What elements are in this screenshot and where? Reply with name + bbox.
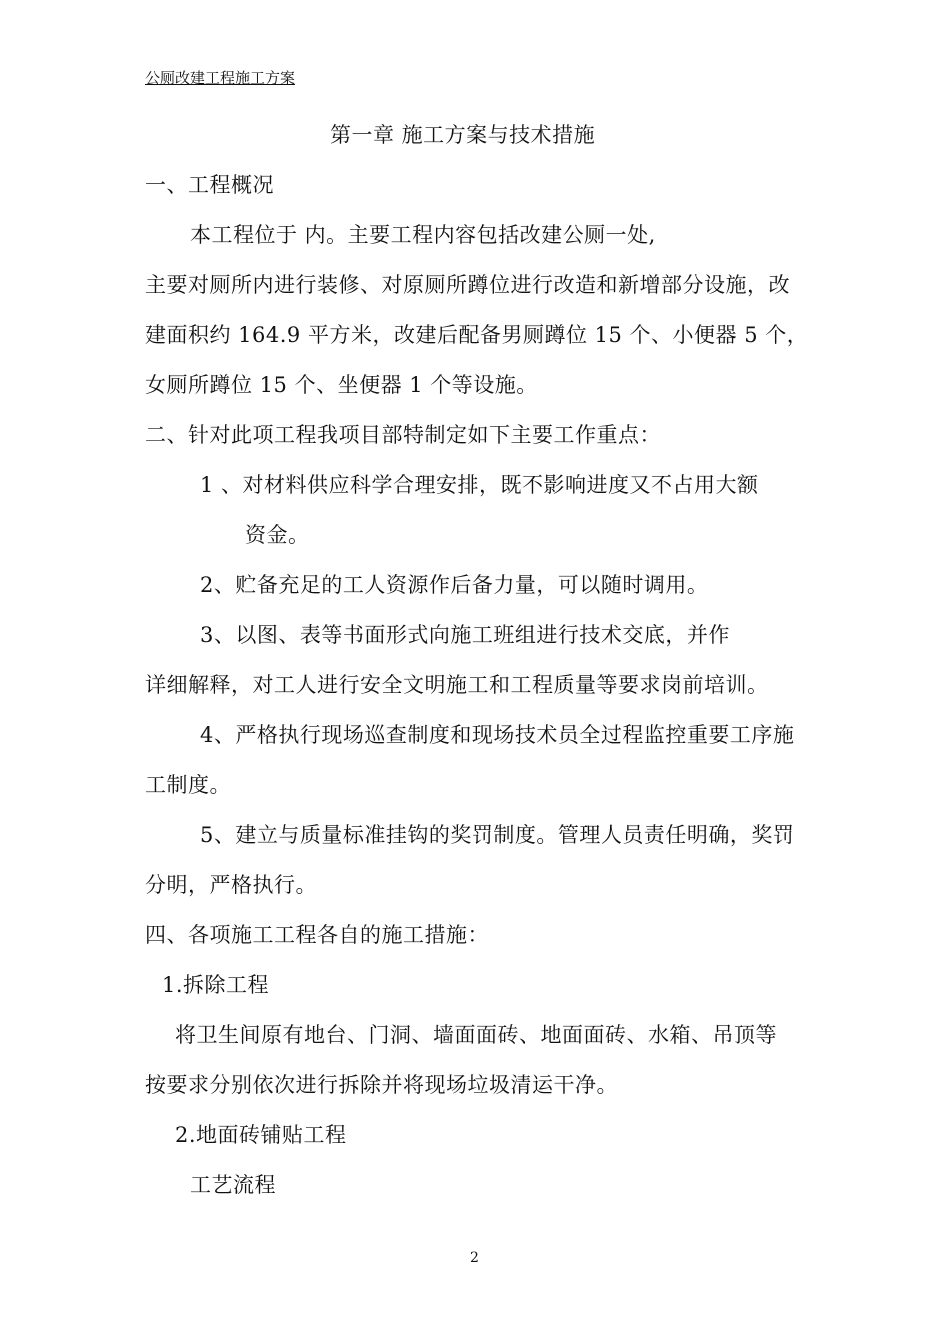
list-item-line: 分明，严格执行。 <box>145 873 317 897</box>
list-item-line: 4、严格执行现场巡查制度和现场技术员全过程监控重要工序施 <box>200 723 795 747</box>
paragraph-line: 主要对厕所内进行装修、对原厕所蹲位进行改造和新增部分设施，改 <box>145 273 790 297</box>
list-item-line: 3、以图、表等书面形式向施工班组进行技术交底，并作 <box>200 623 730 647</box>
list-item-line: 工制度。 <box>145 773 231 797</box>
process-flow-heading: 工艺流程 <box>190 1173 276 1197</box>
paragraph-line: 建面积约 164.9 平方米，改建后配备男厕蹲位 15 个、小便器 5 个， <box>145 323 809 347</box>
list-item-line: 资金。 <box>245 523 310 547</box>
subsection-heading-floor-tiling: 2.地面砖铺贴工程 <box>175 1123 347 1147</box>
list-item-line: 5、建立与质量标准挂钩的奖罚制度。管理人员责任明确，奖罚 <box>200 823 795 847</box>
list-item-line: 2、贮备充足的工人资源作后备力量，可以随时调用。 <box>200 573 709 597</box>
paragraph-line: 女厕所蹲位 15 个、坐便器 1 个等设施。 <box>145 373 538 397</box>
page-number: 2 <box>470 1250 479 1266</box>
paragraph-line: 将卫生间原有地台、门洞、墙面面砖、地面面砖、水箱、吊顶等 <box>175 1023 777 1047</box>
list-item-line: 详细解释，对工人进行安全文明施工和工程质量等要求岗前培训。 <box>145 673 769 697</box>
list-item-line: 1 、对材料供应科学合理安排，既不影响进度又不占用大额 <box>200 473 759 497</box>
section-heading-key-points: 二、针对此项工程我项目部特制定如下主要工作重点： <box>145 423 661 447</box>
running-header: 公厕改建工程施工方案 <box>145 69 296 87</box>
paragraph-line: 本工程位于 内。主要工程内容包括改建公厕一处, <box>190 223 656 247</box>
section-heading-overview: 一、工程概况 <box>145 173 274 197</box>
chapter-title: 第一章 施工方案与技术措施 <box>330 123 596 147</box>
section-heading-measures: 四、各项施工工程各自的施工措施： <box>145 923 489 947</box>
subsection-heading-demolition: 1.拆除工程 <box>162 973 270 997</box>
paragraph-line: 按要求分别依次进行拆除并将现场垃圾清运干净。 <box>145 1073 618 1097</box>
